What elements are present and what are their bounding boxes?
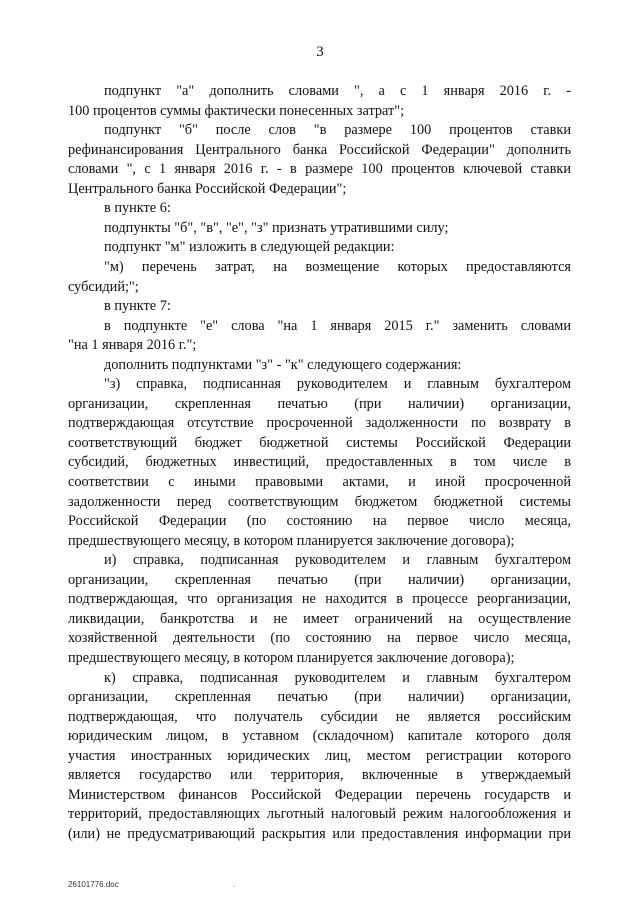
footer-dot: . xyxy=(233,880,235,889)
text-line: организации, скрепленная печатью (при наличии) организации, xyxy=(68,571,571,588)
text-line: подпункты "б", "в", "е", "з" признать утратившими силу; xyxy=(104,219,449,236)
page-number: 3 xyxy=(316,44,324,60)
text-line: предшествующего месяцу, в котором планируется заключение договора); xyxy=(68,532,515,549)
text-line: подтверждающая, что организация не находится в процессе реорганизации, xyxy=(68,591,571,608)
text-line: подпункт "м" изложить в следующей редакции: xyxy=(104,239,395,256)
text-line: соответствии с иными правовыми актами, и иной просроченной xyxy=(68,474,571,490)
text-line: является государство или территория, включенные в утверждаемый xyxy=(68,767,571,784)
text-line: задолженности перед соответствующим бюджетом бюджетной системы xyxy=(68,493,571,510)
text-line: к) справка, подписанная руководителем и главным бухгалтером xyxy=(104,669,571,686)
text-line: в пункте 7: xyxy=(104,298,171,315)
text-line: подпункт "а" дополнить словами ", а с 1 января 2016 г. - xyxy=(104,83,571,99)
text-line: "м) перечень затрат, на возмещение которых предоставляются xyxy=(104,258,571,275)
text-line: организации, скрепленная печатью (при наличии) организации, xyxy=(68,395,571,412)
text-line: "з) справка, подписанная руководителем и главным бухгалтером xyxy=(104,376,571,393)
text-line: рефинансирования Центрального банка Российской Федерации" дополнить xyxy=(68,141,571,158)
text-line: хозяйственной деятельности (по состоянию на первое число месяца, xyxy=(68,630,571,647)
text-line: субсидий;"; xyxy=(68,278,139,295)
text-line: Центрального банка Российской Федерации"; xyxy=(68,180,347,197)
text-line: Российской Федерации (по состоянию на первое число месяца, xyxy=(68,513,571,530)
text-line: дополнить подпунктами "з" - "к" следующего содержания: xyxy=(104,356,462,373)
file-name-footer: 26101776.doc xyxy=(68,880,119,889)
text-line: организации, скрепленная печатью (при наличии) организации, xyxy=(68,689,571,706)
text-line: 100 процентов суммы фактически понесенных затрат"; xyxy=(68,102,405,119)
text-line: подтверждающая отсутствие просроченной задолженности по возврату в xyxy=(68,415,571,432)
text-line: подтверждающая, что получатель субсидии не является российским xyxy=(68,708,571,725)
text-line: словами ", с 1 января 2016 г. - в размере 100 процентов ключевой ставки xyxy=(68,161,571,178)
text-line: субсидий, бюджетных инвестиций, предоставленных в том числе в xyxy=(68,454,571,471)
text-line: подпункт "б" после слов "в размере 100 процентов ставки xyxy=(104,122,571,139)
text-line: участия иностранных юридических лиц, местом регистрации которого xyxy=(68,747,571,764)
text-line: "на 1 января 2016 г."; xyxy=(68,337,197,354)
text-line: и) справка, подписанная руководителем и главным бухгалтером xyxy=(104,552,571,569)
text-line: предшествующего месяцу, в котором планируется заключение договора); xyxy=(68,649,515,666)
text-line: в пункте 6: xyxy=(104,200,171,217)
text-line: территорий, предоставляющих льготный налоговый режим налогообложения и xyxy=(68,806,571,823)
text-line: соответствующий бюджет бюджетной системы Российской Федерации xyxy=(68,434,571,451)
text-line: в подпункте "е" слова "на 1 января 2015 г." заменить словами xyxy=(104,317,571,334)
text-line: юридическим лицом, в уставном (складочном) капитале которого доля xyxy=(68,728,571,745)
text-line: ликвидации, банкротства и не имеет ограничений на осуществление xyxy=(68,610,571,627)
text-line: Министерством финансов Российской Федерации перечень государств и xyxy=(68,786,571,803)
text-line: (или) не предусматривающий раскрытия или предоставления информации при xyxy=(68,825,571,842)
